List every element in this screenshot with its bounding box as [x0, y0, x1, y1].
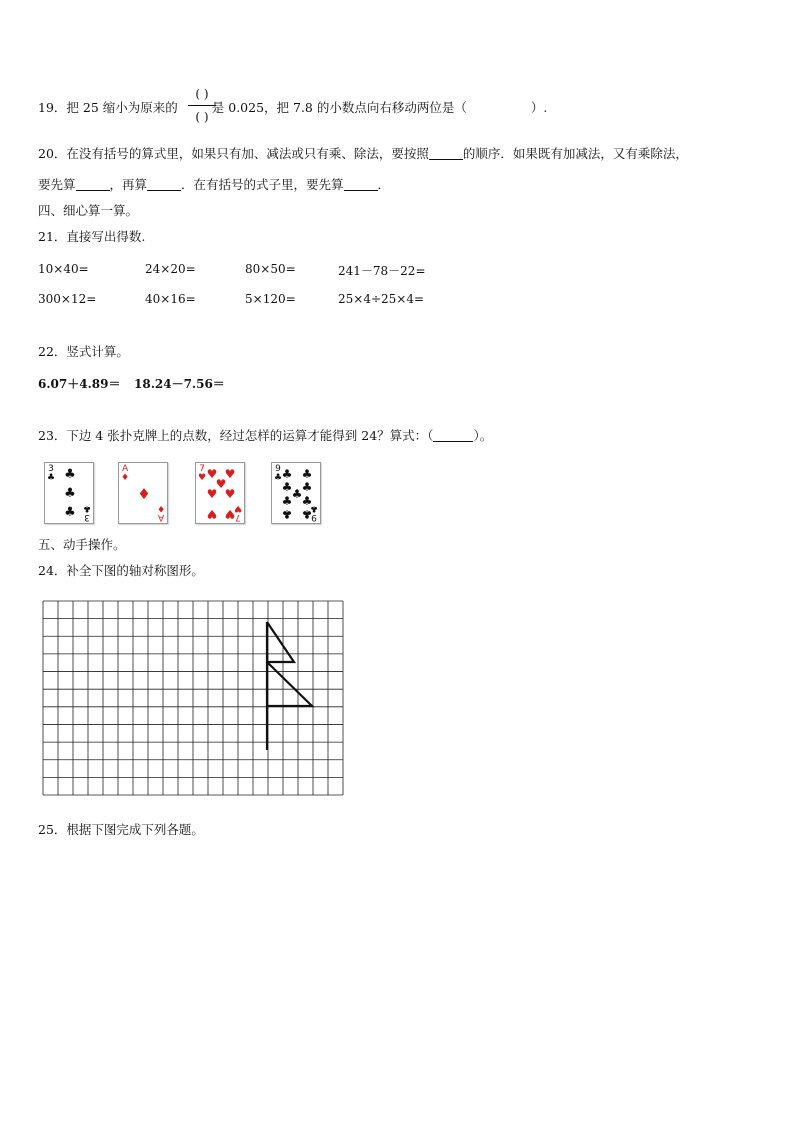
question-20-line2: [38, 177, 390, 193]
calc-item: 10×40=: [38, 262, 89, 276]
club-icon: ♣: [301, 480, 313, 494]
q23-text-a: 23．下边 4 张扑克牌上的点数，经过怎样的运算才能得到 24？算式：（: [38, 428, 434, 443]
calc-item: 300×12=: [38, 292, 97, 306]
card-corner-bottom: A ♦: [156, 503, 165, 522]
club-icon: ♣: [301, 507, 313, 521]
club-icon: ♣: [281, 494, 293, 508]
club-icon: ♣: [64, 467, 76, 482]
half-figure-upper: [267, 622, 294, 662]
calc-item: 80×50=: [245, 262, 296, 276]
club-icon: ♣: [281, 467, 293, 481]
q20-text-e: ．在有括号的式子里，要先算: [181, 177, 344, 192]
heart-icon: ♥: [224, 467, 236, 481]
q19-fraction: [188, 86, 216, 126]
playing-card-7-hearts: [195, 462, 245, 524]
q20-text-b: 的顺序．如果既有加减法，又有乘除法，: [462, 146, 688, 161]
heart-icon: ♥: [224, 507, 236, 521]
q20-blank-1[interactable]: [429, 146, 463, 160]
club-icon: ♣: [64, 505, 76, 520]
club-icon: ♣: [301, 467, 313, 481]
q23-text-b: ）。: [473, 428, 493, 443]
vertical-calc-item: 6.07＋4.89＝: [38, 377, 121, 391]
question-24-title: 24．补全下图的轴对称图形。: [38, 563, 204, 578]
question-20-line1: [38, 146, 688, 162]
playing-card-9-clubs: [271, 462, 321, 524]
card-corner-top: 9 ♣: [274, 464, 283, 483]
card-corner-top: 3 ♣: [47, 464, 56, 483]
half-figure-lower: [267, 662, 312, 706]
q23-blank[interactable]: [433, 428, 473, 442]
heart-icon: ♥: [206, 487, 218, 501]
calc-item: 40×16=: [145, 292, 196, 306]
heart-icon: ♥: [206, 467, 218, 481]
calc-item: 5×120=: [245, 292, 296, 306]
q20-text-d: ，再算: [109, 177, 148, 192]
card-corner-top: A ♦: [121, 464, 130, 483]
q19-end: ）.: [530, 100, 548, 115]
q20-text-f: ．: [377, 177, 391, 192]
q20-blank-3[interactable]: [147, 177, 181, 191]
playing-card-3-clubs: [44, 462, 94, 524]
heart-icon: ♥: [206, 507, 218, 521]
q19-middle: 是 0.025，把 7.8 的小数点向右移动两位是（: [211, 100, 467, 115]
club-icon: ♣: [291, 487, 303, 501]
fraction-denominator[interactable]: ( ): [195, 110, 209, 124]
heart-icon: ♥: [224, 487, 236, 501]
q19-prefix: 19．把 25 缩小为原来的: [38, 100, 178, 115]
playing-card-ace-diamonds: [118, 462, 168, 524]
fraction-numerator[interactable]: ( ): [195, 87, 209, 101]
q20-text-a: 20．在没有括号的算式里，如果只有加、减法或只有乘、除法，要按照: [38, 146, 429, 161]
card-corner-bottom: 3 ♣: [82, 503, 91, 522]
diamond-icon: ♦: [137, 485, 151, 503]
fraction-bar: [188, 105, 216, 106]
heart-icon: ♥: [215, 477, 227, 491]
club-icon: ♣: [281, 507, 293, 521]
calc-item: 24×20=: [145, 262, 196, 276]
question-19: [38, 100, 547, 116]
section-4-heading: 四、细心算一算。: [38, 203, 139, 218]
q20-text-c: 要先算: [38, 177, 76, 192]
symmetry-grid[interactable]: [42, 600, 344, 800]
section-5-heading: 五、动手操作。: [38, 537, 126, 552]
calc-item: 25×4÷25×4=: [338, 292, 425, 306]
q20-blank-4[interactable]: [344, 177, 378, 191]
calc-item: 241－78－22=: [338, 264, 426, 278]
club-icon: ♣: [64, 486, 76, 501]
grid-figure: [42, 600, 344, 796]
grid-lines: [43, 601, 343, 795]
question-21-title: 21．直接写出得数.: [38, 229, 146, 244]
card-corner-top: 7 ♥: [198, 464, 207, 483]
question-25-title: 25．根据下图完成下列各题。: [38, 822, 204, 837]
card-corner-bottom: 9 ♣: [309, 503, 318, 522]
question-23: [38, 428, 492, 444]
q20-blank-2[interactable]: [76, 177, 110, 191]
vertical-calc-item: 18.24－7.56＝: [134, 377, 225, 391]
question-22-title: 22．竖式计算。: [38, 344, 129, 359]
card-corner-bottom: 7 ♥: [233, 503, 242, 522]
club-icon: ♣: [301, 494, 313, 508]
club-icon: ♣: [281, 480, 293, 494]
